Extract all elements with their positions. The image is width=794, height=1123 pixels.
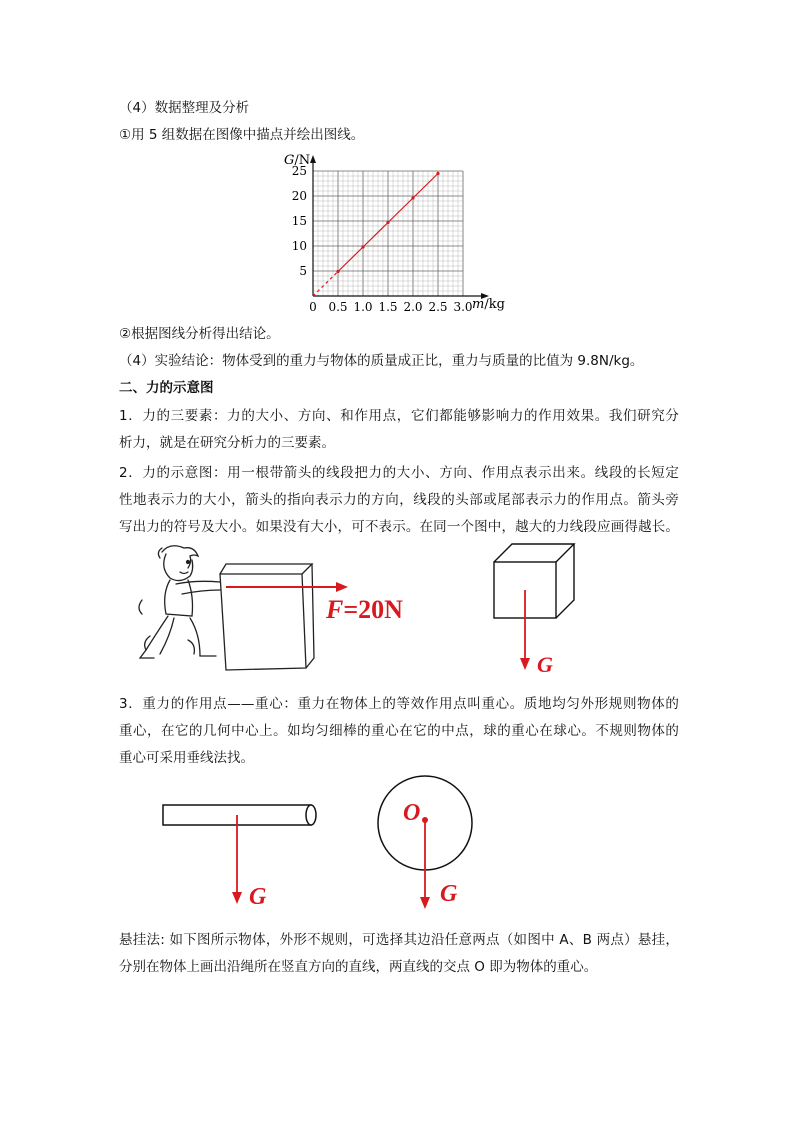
data-point <box>386 221 389 224</box>
p4-line-1: 分别在物体上画出沿绳所在竖直方向的直线，两直线的交点 O 即为物体的重心。 <box>119 959 598 975</box>
cube-gravity-figure <box>490 540 600 680</box>
x-tick-label: 3.0 <box>453 300 473 314</box>
boy-illustration <box>139 546 220 658</box>
p2-line-2: 写出力的符号及大小。如果没有大小，可不表示。在同一个图中，越大的力线段应画得越长。 <box>119 519 679 535</box>
x-tick-label: 2.5 <box>428 300 448 314</box>
rod-gravity-label: G <box>249 884 267 910</box>
y-axis-arrow <box>310 155 316 163</box>
gravity-mass-chart <box>280 150 520 315</box>
p4-line-0: 悬挂法: 如下图所示物体，外形不规则，可选择其边沿任意两点（如图中 A、B 两点）悬挂， <box>119 932 679 948</box>
x-tick-label: 1.0 <box>353 300 373 314</box>
p3-line-2: 重心可采用垂线法找。 <box>119 750 254 766</box>
x-tick-label: 0 <box>309 300 317 314</box>
x-tick-label: 1.5 <box>378 300 398 314</box>
pushing-figure <box>130 540 430 675</box>
section4-conclusion: （4）实验结论：物体受到的重力与物体的质量成正比，重力与质量的比值为 9.8N/kg。 <box>119 353 644 369</box>
p3-line-1: 重心，在它的几何中心上。如均匀细棒的重心在它的中点，球的重心在球心。不规则物体的 <box>119 723 679 739</box>
series-extrapolation <box>313 272 338 297</box>
y-tick-label: 10 <box>291 239 307 253</box>
y-tick-label: 20 <box>291 189 307 203</box>
ball-center-label: O <box>403 800 421 826</box>
p2-line-1: 性地表示力的大小，箭头的指向表示力的方向，线段的头部或尾部表示力的作用点。箭头旁 <box>119 492 679 508</box>
data-point <box>336 270 339 273</box>
rod-gravity-figure <box>155 800 325 915</box>
x-tick-label: 2.0 <box>403 300 423 314</box>
x-tick-label: 0.5 <box>328 300 348 314</box>
box <box>220 564 314 670</box>
chart-ticks <box>292 164 473 314</box>
chart-axes <box>310 155 489 299</box>
force-label: F=20N <box>326 595 403 624</box>
y-tick-label: 5 <box>299 264 307 278</box>
chart-series <box>313 172 440 296</box>
data-point <box>411 196 414 199</box>
section4-step1: ①用 5 组数据在图像中描点并绘出图线。 <box>119 127 365 143</box>
ball-gravity-figure <box>370 775 490 915</box>
data-point <box>361 245 364 248</box>
y-tick-label: 15 <box>291 214 307 228</box>
cube-gravity-label: G <box>537 652 553 677</box>
data-point <box>436 172 439 175</box>
x-axis-label: m/kg <box>472 297 505 312</box>
ball-gravity-label: G <box>440 881 458 907</box>
chart-grid <box>313 171 463 296</box>
part2-title: 二、力的示意图 <box>119 380 214 396</box>
p1-line-1: 析力，就是在研究分析力的三要素。 <box>119 435 335 451</box>
p2-line-0: 2．力的示意图：用一根带箭头的线段把力的大小、方向、作用点表示出来。线段的长短定 <box>119 465 679 481</box>
p3-line-0: 3．重力的作用点——重心：重力在物体上的等效作用点叫重心。质地均匀外形规则物体的 <box>119 696 679 712</box>
y-tick-label: 25 <box>291 164 307 178</box>
section4-heading: （4）数据整理及分析 <box>119 100 250 116</box>
y-axis-label: G/N <box>284 153 311 168</box>
p1-line-0: 1．力的三要素：力的大小、方向、和作用点，它们都能够影响力的作用效果。我们研究分 <box>119 408 679 424</box>
section4-step2: ②根据图线分析得出结论。 <box>119 326 280 342</box>
